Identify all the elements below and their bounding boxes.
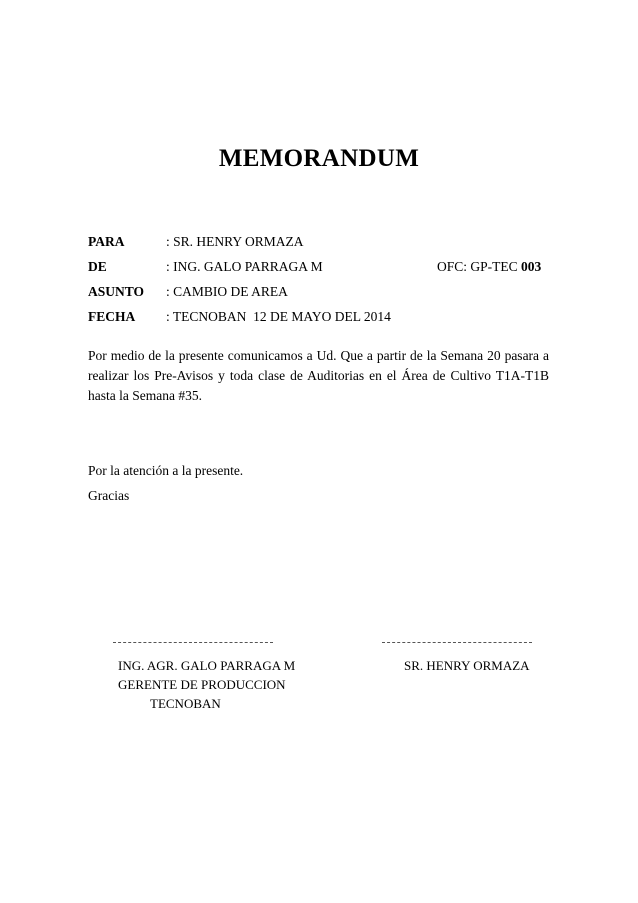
asunto-value: : CAMBIO DE AREA [166, 284, 288, 299]
body-paragraph: Por medio de la presente comunicamos a Ud. Que a partir de la Semana 20 pasara a realizar los Pre-Avisos y toda clase de Auditorias en el Área de Cultivo T1A-T1B hasta la Semana #35. [88, 348, 549, 403]
header-row-asunto [88, 283, 548, 301]
ofc-number: 003 [521, 259, 542, 274]
header-row-de [88, 258, 548, 276]
de-value: : ING. GALO PARRAGA M [166, 259, 323, 274]
fecha-value: : TECNOBAN 12 DE MAYO DEL 2014 [166, 309, 391, 324]
header-row-fecha [88, 308, 548, 326]
para-value: : SR. HENRY ORMAZA [166, 234, 304, 249]
fecha-label: FECHA [88, 309, 136, 324]
right-signature-line [382, 642, 532, 643]
header-row-para [88, 233, 548, 251]
closing-line: Por la atención a la presente. [88, 463, 244, 478]
thanks-line: Gracias [88, 488, 130, 503]
left-signatory-company: TECNOBAN [150, 696, 221, 711]
ofc-prefix: OFC: GP-TEC [437, 259, 522, 274]
left-signatory-name: ING. AGR. GALO PARRAGA M [118, 658, 296, 673]
de-label: DE [88, 259, 107, 274]
ofc-reference [437, 258, 541, 276]
memo-title: MEMORANDUM [218, 145, 420, 172]
right-signatory-name: SR. HENRY ORMAZA [404, 658, 530, 673]
para-label: PARA [88, 234, 125, 249]
asunto-label: ASUNTO [88, 284, 145, 299]
left-signature-line [113, 642, 273, 643]
left-signatory-position: GERENTE DE PRODUCCION [118, 677, 286, 692]
